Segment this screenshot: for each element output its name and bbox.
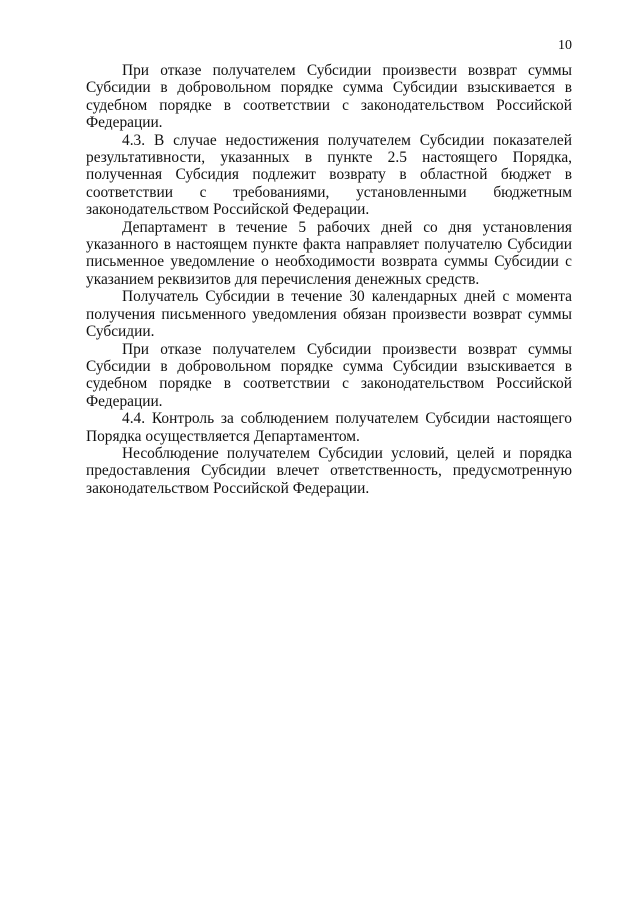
page-number: 10 [558,38,572,53]
paragraph-noncompliance: Несоблюдение получателем Субсидии условий, целей и порядка предоставления Субсидии влечет ответственность, предусмотренную законодательством Российской Федерации. [86,444,572,497]
paragraph-department-notice: Департамент в течение 5 рабочих дней со дня установления указанного в настоящем пункте факта направляет получателю Субсидии письменное уведомление о необходимости возврата суммы Субсидии с указанием реквизитов для перечисления денежных средств. [86,218,572,288]
paragraph-4-3: 4.3. В случае недостижения получателем Субсидии показателей результативности, указанных в пункте 2.5 настоящего Порядка, полученная Субсидия подлежит возврату в областной бюджет в соответствии с требованиями, установленными бюджетным законодательством Российской Федерации. [86,131,572,219]
document-body [86,62,572,497]
paragraph-refusal-return: При отказе получателем Субсидии произвести возврат суммы Субсидии в добровольном порядке сумма Субсидии взыскивается в судебном порядке в соответствии с законодательством Российской Федерации. [86,62,572,132]
paragraph-return-deadline: Получатель Субсидии в течение 30 календарных дней с момента получения письменного уведомления обязан произвести возврат суммы Субсидии. [86,288,572,341]
paragraph-refusal-return-repeat: При отказе получателем Субсидии произвести возврат суммы Субсидии в добровольном порядке сумма Субсидии взыскивается в судебном порядке в соответствии с законодательством Российской Федерации. [86,340,572,410]
paragraph-4-4: 4.4. Контроль за соблюдением получателем Субсидии настоящего Порядка осуществляется Департаментом. [86,410,572,445]
